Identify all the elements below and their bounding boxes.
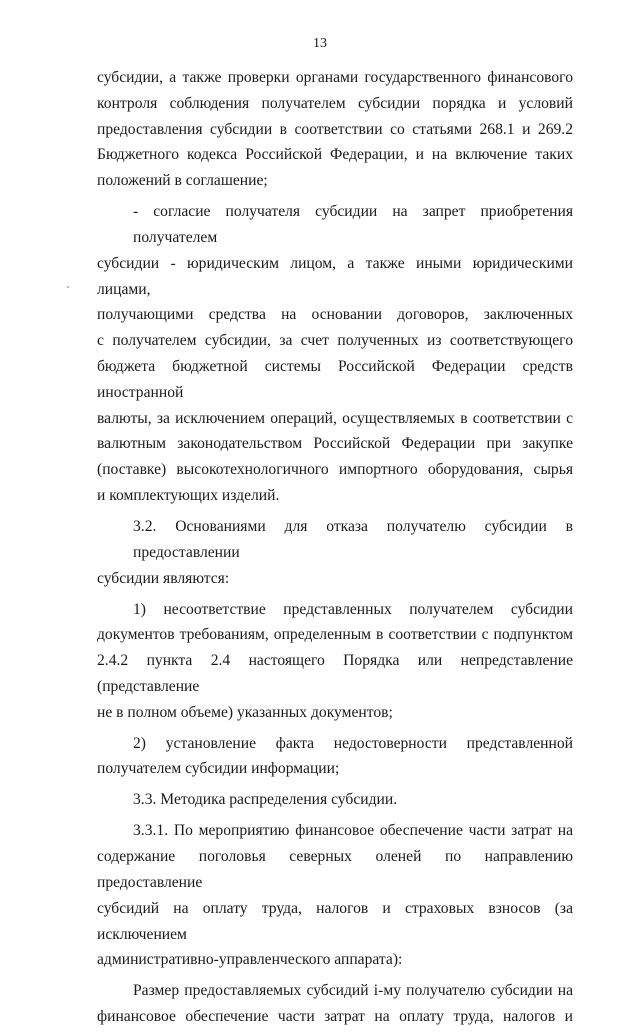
text-line: финансовое обеспечение части затрат на оплату труда, налогов и <box>97 1008 573 1026</box>
text-line: Бюджетного кодекса Российской Федерации, и на включение таких <box>97 146 573 164</box>
text-line: 1) несоответствие представленных получателем субсидии <box>133 600 573 618</box>
paragraph <box>97 597 573 726</box>
text-line: административно-управленческого аппарата): <box>97 951 403 969</box>
text-line: бюджета бюджетной системы Российской Федерации средств иностранной <box>97 357 573 401</box>
text-line: 2) установление факта недостоверности представленной <box>133 734 573 752</box>
text-line: и комплектующих изделий. <box>97 486 280 504</box>
text-line: документов требованиям, определенным в соответствии с подпунктом <box>97 626 573 644</box>
text-line: субсидий на оплату труда, налогов и страховых взносов (за исключением <box>97 899 573 943</box>
page-number: 13 <box>313 36 327 51</box>
text-line: субсидии являются: <box>97 569 230 587</box>
margin-speck <box>67 286 69 288</box>
text-line: получателем субсидии информации; <box>97 760 340 778</box>
text-line: валюты, за исключением операций, осуществляемых в соответствии с <box>97 409 573 427</box>
text-line: субсидии, а также проверки органами государственного финансового <box>97 69 573 86</box>
paragraph <box>97 978 573 1030</box>
text-line: с получателем субсидии, за счет полученных из соответствующего <box>97 332 573 350</box>
text-line: 3.2. Основаниями для отказа получателю субсидии в предоставлении <box>133 517 573 561</box>
text-line: 3.3. Методика распределения субсидии. <box>133 791 398 809</box>
paragraph <box>97 731 573 783</box>
paragraph <box>97 818 573 973</box>
paragraph <box>97 787 573 813</box>
text-line: 2.4.2 пункта 2.4 настоящего Порядка или непредставление (представление <box>97 652 573 695</box>
paragraph <box>97 199 573 509</box>
text-line: (поставке) высокотехнологичного импортного оборудования, сырья <box>97 461 573 479</box>
text-line: контроля соблюдения получателем субсидии порядка и условий <box>97 94 573 112</box>
document-body <box>97 65 573 1035</box>
text-line: субсидии - юридическим лицом, а также иными юридическими лицами, <box>97 254 573 298</box>
text-line: положений в соглашение; <box>97 172 268 190</box>
text-line: содержание поголовья северных оленей по направлению предоставление <box>97 848 573 892</box>
text-line: получающими средства на основании договоров, заключенных <box>97 306 573 324</box>
text-line: - согласие получателя субсидии на запрет приобретения получателем <box>133 203 573 246</box>
text-line: предоставления субсидии в соответствии со статьями 268.1 и 269.2 <box>97 120 573 138</box>
text-line: Размер предоставляемых субсидий i-му получателю субсидии на <box>133 982 573 1000</box>
text-line: валютным законодательством Российской Федерации при закупке <box>97 435 573 453</box>
text-line: не в полном объеме) указанных документов; <box>97 703 393 721</box>
text-line: 3.3.1. По мероприятию финансовое обеспечение части затрат на <box>133 822 573 840</box>
paragraph <box>97 65 573 194</box>
paragraph <box>97 514 573 591</box>
